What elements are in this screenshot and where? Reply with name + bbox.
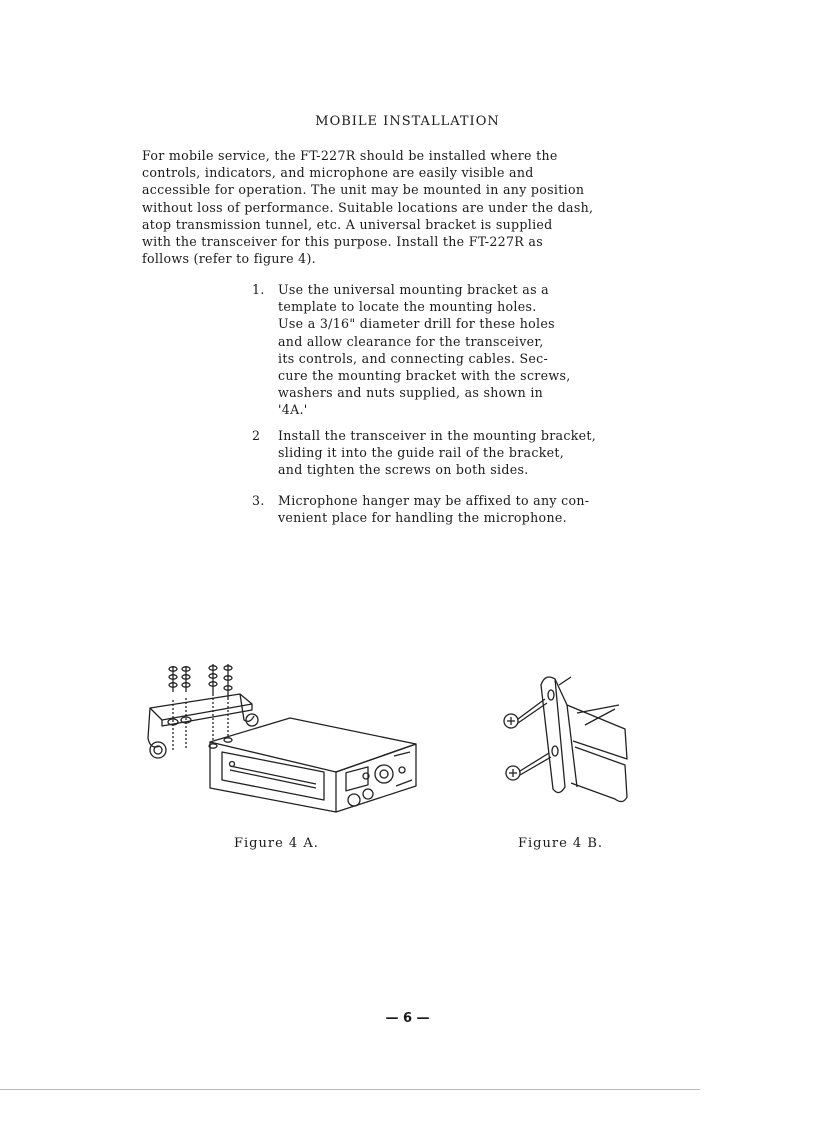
step-number: 3.	[252, 493, 265, 508]
screw-icon	[504, 699, 547, 728]
screw-icon	[506, 753, 551, 780]
intro-line: controls, indicators, and microphone are easily visible and	[142, 165, 534, 181]
page-number: — 6 —	[385, 1011, 430, 1026]
step-line: and allow clearance for the transceiver,	[278, 333, 544, 349]
transceiver-icon	[210, 718, 416, 812]
step-number: 2	[252, 428, 261, 443]
intro-line: atop transmission tunnel, etc. A universal bracket is supplied	[142, 216, 553, 232]
mounting-bracket-icon	[148, 694, 258, 758]
step-line: sliding it into the guide rail of the bracket,	[278, 445, 565, 461]
step-line: and tighten the screws on both sides.	[278, 462, 529, 478]
figure-4b-illustration	[495, 665, 635, 815]
intro-paragraph	[142, 147, 662, 267]
step-line: Use the universal mounting bracket as a	[278, 282, 549, 297]
step-number: 1.	[252, 282, 265, 297]
step-text	[278, 492, 658, 526]
guide-rail-icon	[541, 677, 627, 802]
step-text	[278, 281, 658, 419]
intro-line: without loss of performance. Suitable locations are under the dash,	[142, 199, 594, 215]
hardware-stack-icon	[169, 664, 232, 698]
figure-4a-caption: Figure 4 A.	[234, 836, 319, 851]
footer-divider	[0, 1089, 700, 1090]
intro-line: follows (refer to figure 4).	[142, 251, 316, 267]
intro-line: For mobile service, the FT-227R should be installed where the	[142, 148, 558, 163]
step-line: venient place for handling the microphone.	[278, 510, 567, 526]
step-line: cure the mounting bracket with the screws,	[278, 368, 571, 384]
figure-4b-caption: Figure 4 B.	[518, 836, 604, 851]
step-line: template to locate the mounting holes.	[278, 299, 537, 315]
page-title: MOBILE INSTALLATION	[315, 114, 500, 129]
step-line: '4A.'	[278, 402, 308, 418]
step-line: Install the transceiver in the mounting bracket,	[278, 428, 597, 443]
step-text	[278, 427, 658, 479]
intro-line: accessible for operation. The unit may be mounted in any position	[142, 182, 585, 198]
intro-line: with the transceiver for this purpose. Install the FT-227R as	[142, 234, 543, 250]
figure-4a-illustration	[140, 660, 420, 820]
step-line: its controls, and connecting cables. Sec-	[278, 350, 549, 366]
step-line: Use a 3/16" diameter drill for these holes	[278, 316, 555, 332]
step-line: washers and nuts supplied, as shown in	[278, 385, 544, 401]
step-line: Microphone hanger may be affixed to any con-	[278, 493, 590, 508]
